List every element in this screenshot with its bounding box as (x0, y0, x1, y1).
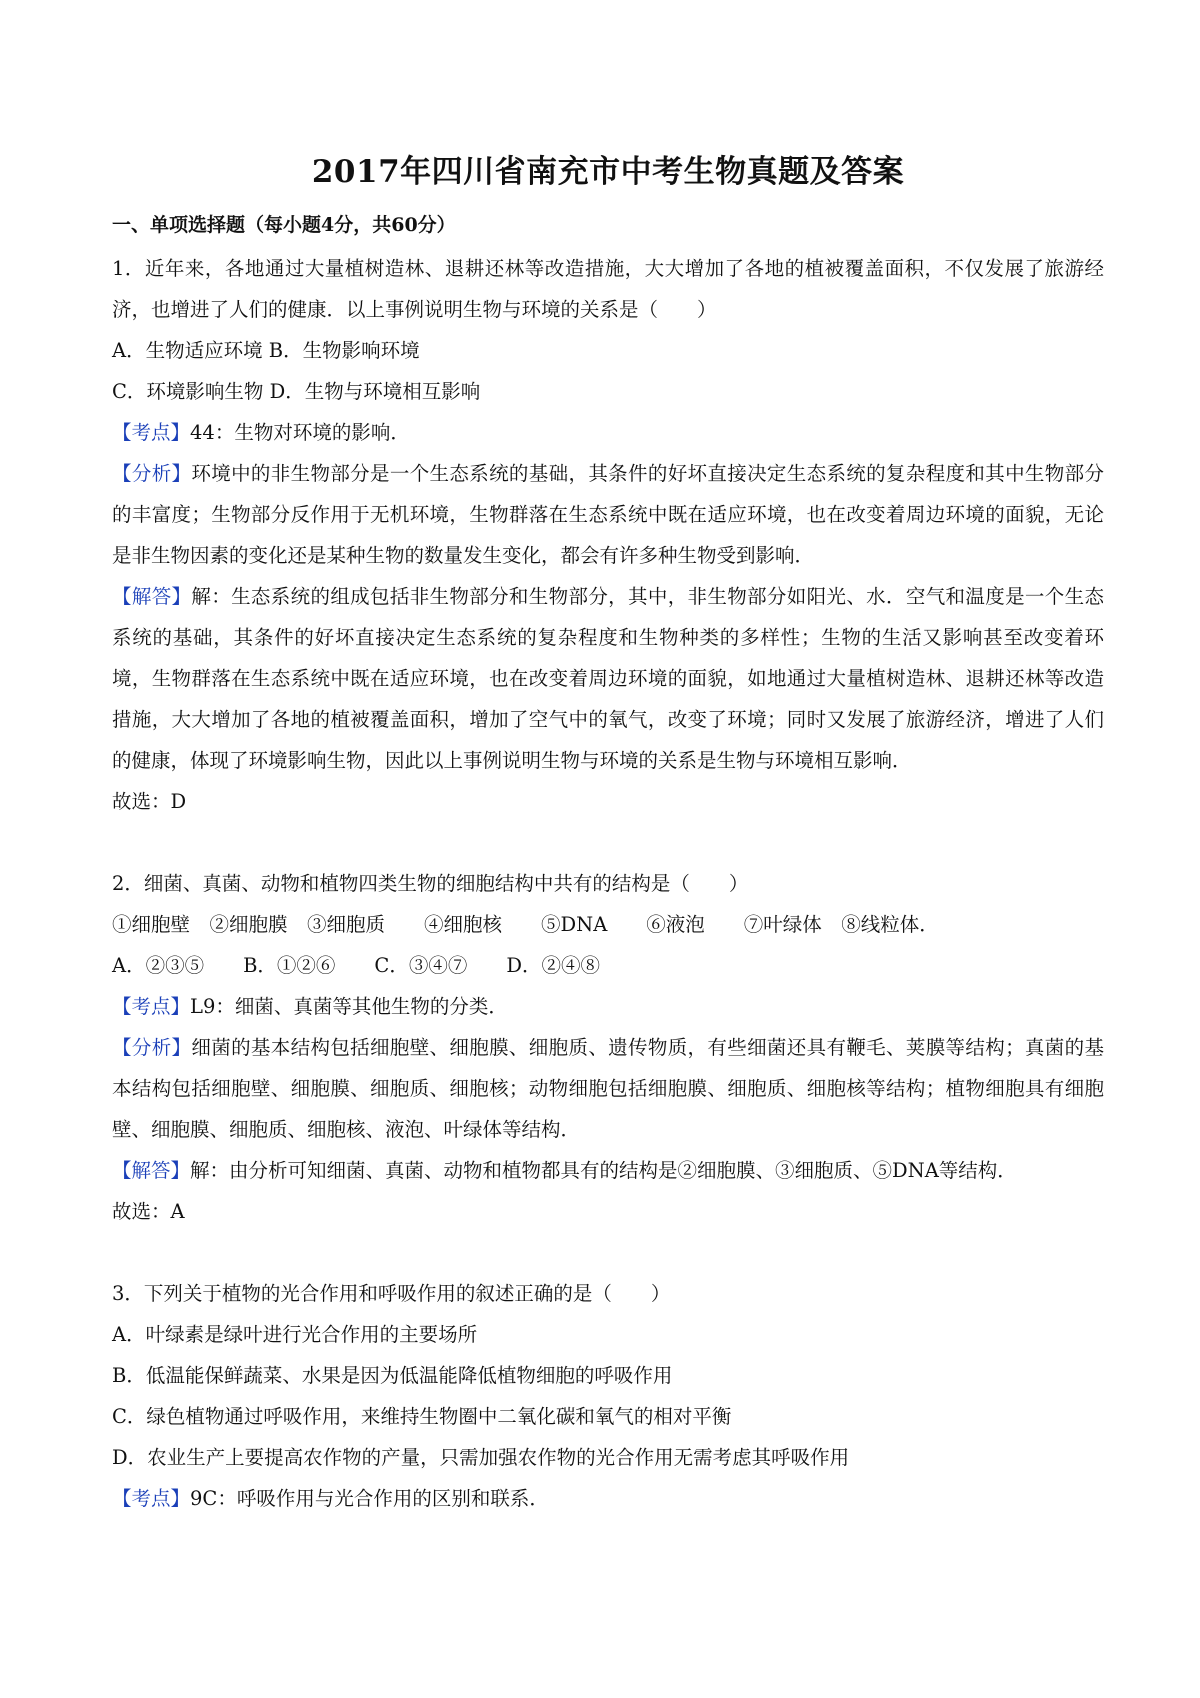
fenxi-tag: 【分析】 (112, 462, 192, 485)
document-title: 2017年四川省南充市中考生物真题及答案 (311, 154, 905, 190)
question-2-items: ①细胞壁 ②细胞膜 ③细胞质 ④细胞核 ⑤DNA ⑥液泡 ⑦叶绿体 ⑧线粒体． (112, 913, 939, 936)
spacer (112, 822, 1104, 863)
question-1-options-ab: A．生物适应环境 B．生物影响环境 (112, 339, 420, 362)
question-1-kaodian (112, 412, 1104, 453)
question-2-fenxi-text: 细菌的基本结构包括细胞壁、细胞膜、细胞质、遗传物质，有些细菌还具有鞭毛、荚膜等结构；真菌的基本结构包括细胞壁、细胞膜、细胞质、细胞核；动物细胞包括细胞膜、细胞质、细胞核等结构；植物细胞具有细胞壁、细胞膜、细胞质、细胞核、液泡、叶绿体等结构． (112, 1036, 1104, 1141)
kaodian-tag: 【考点】 (112, 421, 191, 444)
question-1-fenxi-text: 环境中的非生物部分是一个生态系统的基础，其条件的好坏直接决定生态系统的复杂程度和其中生物部分的丰富度；生物部分反作用于无机环境，生物群落在生态系统中既在适应环境，也在改变着周边环境的面貌，无论是非生物因素的变化还是某种生物的数量发生变化，都会有许多种生物受到影响． (112, 462, 1104, 567)
section-heading: 一、单项选择题（每小题4分，共60分） (112, 214, 456, 236)
question-3-stem: 3．下列关于植物的光合作用和呼吸作用的叙述正确的是（ ） (112, 1282, 671, 1305)
question-1-answer: 故选：D (112, 790, 187, 813)
question-1-options-cd: C．环境影响生物 D．生物与环境相互影响 (112, 380, 481, 403)
kaodian-tag: 【考点】 (112, 995, 191, 1018)
question-1-jieda (112, 576, 1104, 781)
question-3-option-a: A．叶绿素是绿叶进行光合作用的主要场所 (112, 1323, 478, 1346)
question-2-answer: 故选：A (112, 1200, 185, 1223)
jieda-tag: 【解答】 (112, 585, 192, 608)
question-3-kaodian (112, 1478, 1104, 1519)
question-2-stem: 2．细菌、真菌、动物和植物四类生物的细胞结构中共有的结构是（ ） (112, 872, 749, 895)
question-3-option-b: B．低温能保鲜蔬菜、水果是因为低温能降低植物细胞的呼吸作用 (112, 1364, 673, 1387)
question-2-jieda-text: 解：由分析可知细菌、真菌、动物和植物都具有的结构是②细胞膜、③细胞质、⑤DNA等结构． (190, 1159, 1017, 1182)
question-1-stem: 1．近年来，各地通过大量植树造林、退耕还林等改造措施，大大增加了各地的植被覆盖面积，不仅发展了旅游经济，也增进了人们的健康．以上事例说明生物与环境的关系是（ ） (112, 257, 1104, 321)
question-1-jieda-text: 解：生态系统的组成包括非生物部分和生物部分，其中，非生物部分如阳光、水．空气和温度是一个生态系统的基础，其条件的好坏直接决定生态系统的复杂程度和生物种类的多样性；生物的生活又影响甚至改变着环境，生物群落在生态系统中既在适应环境，也在改变着周边环境的面貌，如地通过大量植树造林、退耕还林等改造措施，大大增加了各地的植被覆盖面积，增加了空气中的氧气，改变了环境；同时又发展了旅游经济，增进了人们的健康，体现了环境影响生物，因此以上事例说明生物与环境的关系是生物与环境相互影响． (112, 585, 1104, 772)
question-2-kaodian (112, 986, 1104, 1027)
question-1-kaodian-text: 44：生物对环境的影响． (190, 421, 410, 444)
question-2-fenxi (112, 1027, 1104, 1150)
question-2-options: A．②③⑤ B．①②⑥ C．③④⑦ D．②④⑧ (112, 954, 600, 977)
question-1-fenxi (112, 453, 1104, 576)
question-3-option-c: C．绿色植物通过呼吸作用，来维持生物圈中二氧化碳和氧气的相对平衡 (112, 1405, 732, 1428)
question-3-option-d: D．农业生产上要提高农作物的产量，只需加强农作物的光合作用无需考虑其呼吸作用 (112, 1446, 850, 1469)
jieda-tag: 【解答】 (112, 1159, 191, 1182)
kaodian-tag: 【考点】 (112, 1487, 191, 1510)
question-3-kaodian-text: 9C：呼吸作用与光合作用的区别和联系． (190, 1487, 549, 1510)
spacer (112, 1232, 1104, 1273)
question-1 (112, 248, 1104, 822)
question-2-jieda (112, 1150, 1104, 1191)
question-3 (112, 1273, 1104, 1519)
question-2 (112, 863, 1104, 1232)
fenxi-tag: 【分析】 (112, 1036, 192, 1059)
question-2-kaodian-text: L9：细菌、真菌等其他生物的分类． (190, 995, 508, 1018)
